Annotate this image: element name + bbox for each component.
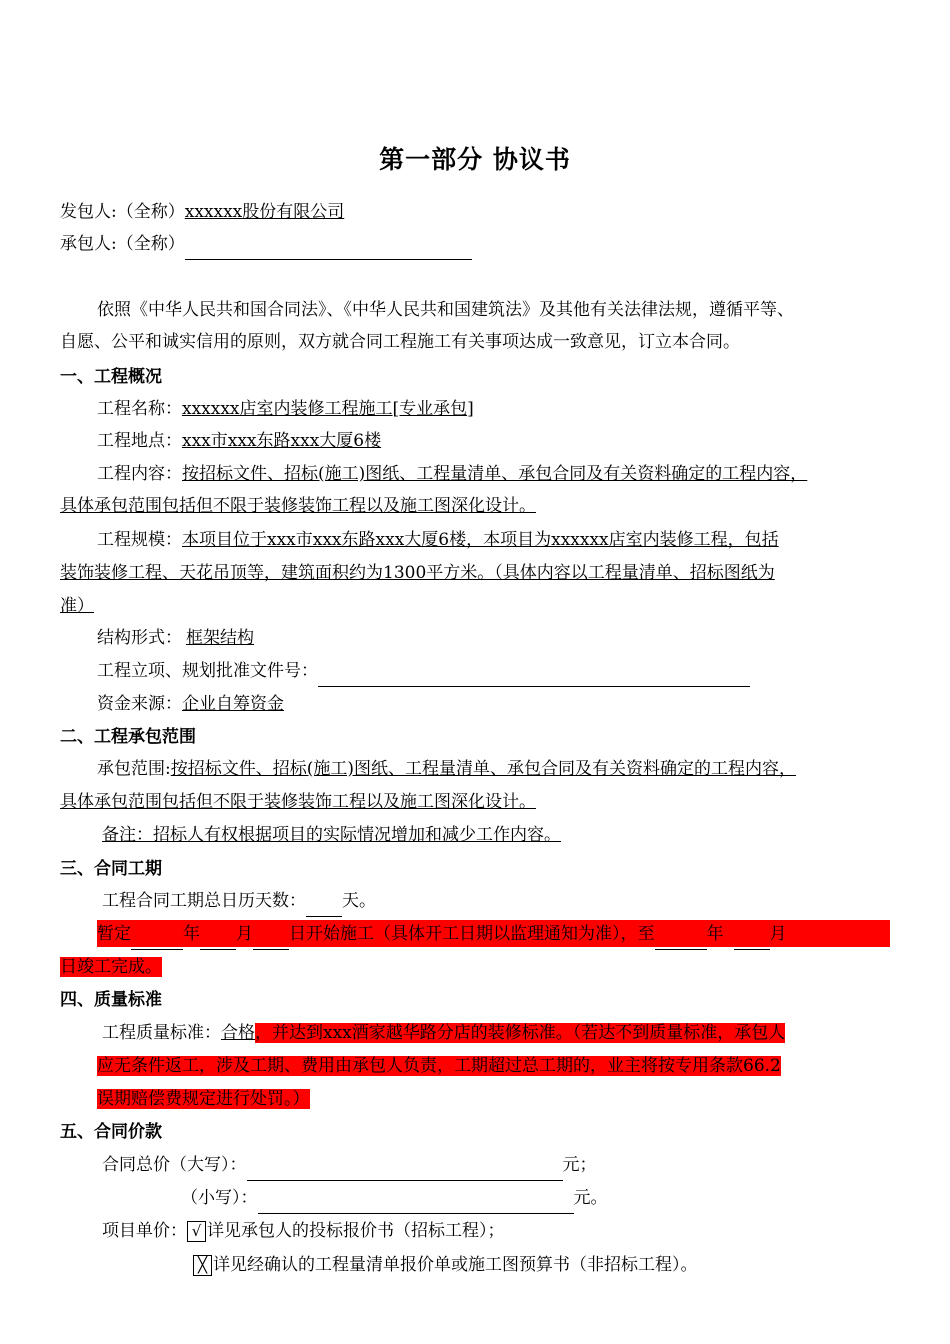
quality-label: 工程质量标准： [102, 1023, 221, 1043]
duration-days-line [102, 885, 950, 917]
structure-value: 框架结构 [186, 628, 254, 648]
unit-price-option-1: 详见承包人的投标报价书（招标工程）； [207, 1221, 505, 1241]
duration-days-blank [306, 896, 342, 917]
section-5-heading: 五、合同价款 [60, 1122, 162, 1142]
intro-line-2: 自愿、公平和诚实信用的原则，双方就合同工程施工有关事项达成一致意见，订立本合同。 [60, 332, 740, 352]
project-name-line [97, 393, 950, 425]
quality-text-2: 应无条件返工，涉及工期、费用由承包人负责，工期超过总工期的，业主将按专用条款66.2 [97, 1056, 781, 1076]
quality-text-1: ，并达到xxx酒家越华路分店的装修标准。（若达不到质量标准，承包人 [255, 1023, 786, 1043]
period-year-blank-2 [655, 929, 707, 950]
structure-line [97, 622, 950, 654]
project-content-text-2: 具体承包范围包括但不限于装修装饰工程以及施工图深化设计。 [60, 496, 536, 516]
price-upper-line [102, 1149, 950, 1181]
project-content-text-1: 按招标文件、招标(施工)图纸、工程量清单、承包合同及有关资料确定的工程内容， [182, 464, 808, 484]
period-year-unit-2: 年 [706, 924, 724, 944]
unit-price-line-2 [193, 1249, 950, 1281]
funding-label: 资金来源： [97, 694, 182, 714]
employer-value: xxxxxx股份有限公司 [184, 202, 345, 222]
quality-pass: 合格 [221, 1023, 255, 1043]
scope-note: 备注：招标人有权根据项目的实际情况增加和减少工作内容。 [102, 825, 561, 845]
period-middle-text: 日开始施工（具体开工日期以监理通知为准），至 [289, 924, 655, 944]
checkbox-crossed-icon: ╳ [193, 1255, 212, 1276]
contractor-label: 承包人:（全称） [60, 234, 185, 254]
scope-line-2 [60, 786, 950, 818]
project-location-line [97, 425, 950, 457]
price-upper-label: 合同总价（大写）： [102, 1155, 247, 1175]
project-name-label: 工程名称： [97, 399, 182, 419]
price-upper-blank [247, 1160, 563, 1181]
project-scale-text-3: 准） [60, 596, 94, 616]
period-month-unit-2: 月 [769, 924, 787, 944]
project-scale-line-2 [60, 557, 950, 589]
section-4-heading: 四、质量标准 [60, 990, 162, 1010]
project-scale-label: 工程规模： [97, 530, 182, 550]
project-location-value: xxx市xxx东路xxx大厦6楼 [182, 431, 382, 451]
section-2-heading: 二、工程承包范围 [60, 727, 196, 747]
unit-price-option-2: 详见经确认的工程量清单报价单或施工图预算书（非招标工程）。 [213, 1255, 698, 1275]
project-location-label: 工程地点： [97, 431, 182, 451]
period-day-blank-1 [253, 929, 289, 950]
approval-blank [318, 666, 750, 687]
period-year-unit-1: 年 [183, 924, 200, 944]
price-lower-unit: 元。 [573, 1188, 608, 1208]
period-month-blank-1 [200, 929, 236, 950]
period-line-2 [60, 951, 950, 983]
section-1-heading: 一、工程概况 [60, 367, 162, 387]
section-3-heading: 三、合同工期 [60, 859, 162, 879]
scope-text-2: 具体承包范围包括但不限于装修装饰工程以及施工图深化设计。 [60, 792, 536, 812]
price-upper-unit: 元； [562, 1155, 597, 1175]
period-month-unit-1: 月 [236, 924, 253, 944]
contractor-blank [185, 239, 472, 260]
project-scale-text-2: 装饰装修工程、天花吊顶等，建筑面积约为1300平方米。（具体内容以工程量清单、招标图纸为 [60, 563, 775, 583]
approval-line [97, 655, 950, 687]
project-scale-line-1 [97, 524, 950, 556]
scope-line-1 [97, 753, 950, 785]
funding-line [97, 688, 950, 720]
duration-days-unit: 天。 [342, 891, 376, 911]
project-content-line-1 [97, 458, 950, 490]
contractor-line [60, 228, 950, 260]
period-line-1 [97, 918, 950, 950]
period-end-text: 日竣工完成。 [60, 957, 162, 977]
quality-line-2 [97, 1050, 950, 1082]
unit-price-label: 项目单价： [102, 1221, 187, 1241]
approval-label: 工程立项、规划批准文件号： [97, 661, 318, 681]
intro-line-1: 依照《中华人民共和国合同法》、《中华人民共和国建筑法》及其他有关法律法规，遵循平等、 [97, 300, 794, 320]
quality-text-3: 误期赔偿费规定进行处罚。） [97, 1089, 310, 1109]
period-start-label: 暂定 [97, 924, 131, 944]
funding-value: 企业自筹资金 [182, 694, 284, 714]
project-name-value: xxxxxx店室内装修工程施工[专业承包] [182, 399, 474, 419]
page-title: 第一部分 协议书 [379, 145, 571, 174]
checkbox-checked-icon: √ [187, 1221, 206, 1242]
project-content-label: 工程内容： [97, 464, 182, 484]
price-lower-label: （小写）： [181, 1188, 258, 1208]
structure-label: 结构形式： [97, 628, 182, 648]
unit-price-line-1 [102, 1215, 950, 1247]
scope-note-line [102, 819, 950, 851]
scope-label: 承包范围: [97, 759, 171, 779]
period-year-blank-1 [131, 929, 183, 950]
quality-line-1 [102, 1017, 950, 1049]
period-month-blank-2 [734, 929, 770, 950]
scope-text-1: 按招标文件、招标(施工)图纸、工程量清单、承包合同及有关资料确定的工程内容， [170, 759, 796, 779]
price-lower-line [181, 1182, 950, 1214]
project-scale-text-1: 本项目位于xxx市xxx东路xxx大厦6楼，本项目为xxxxxx店室内装修工程，包括 [182, 530, 779, 550]
quality-line-3 [97, 1083, 950, 1115]
price-lower-blank [258, 1193, 574, 1214]
project-content-line-2 [60, 490, 950, 522]
employer-label: 发包人:（全称） [60, 202, 185, 222]
project-scale-line-3 [60, 590, 950, 622]
duration-days-label: 工程合同工期总日历天数： [102, 891, 306, 911]
employer-line [60, 196, 950, 228]
